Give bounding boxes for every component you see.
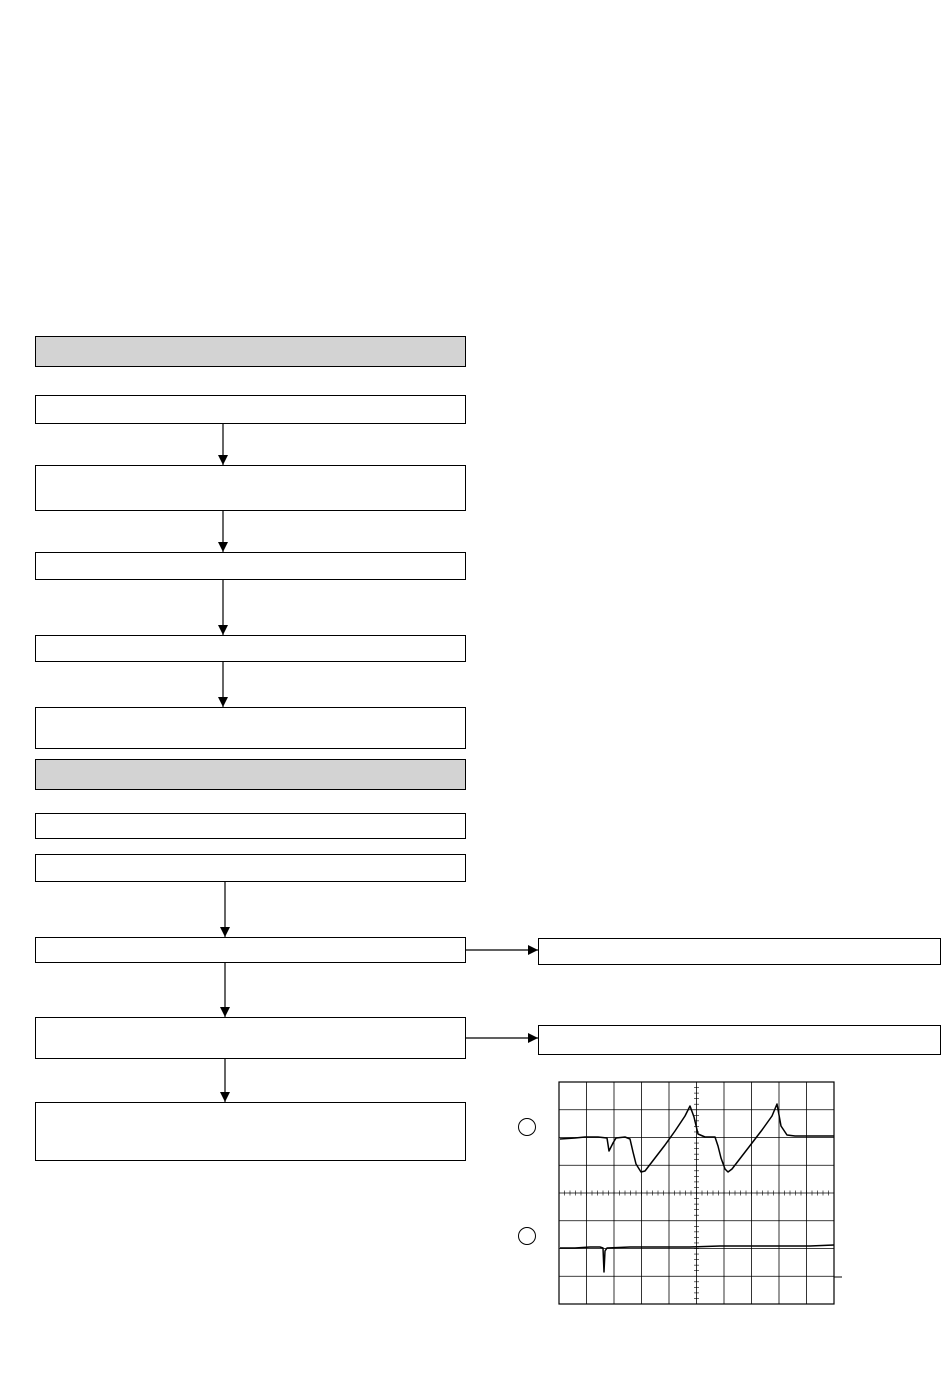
waveform-trace-1	[560, 1104, 834, 1172]
waveform-trace-2	[560, 1245, 834, 1272]
oscilloscope-grid	[559, 1082, 834, 1304]
